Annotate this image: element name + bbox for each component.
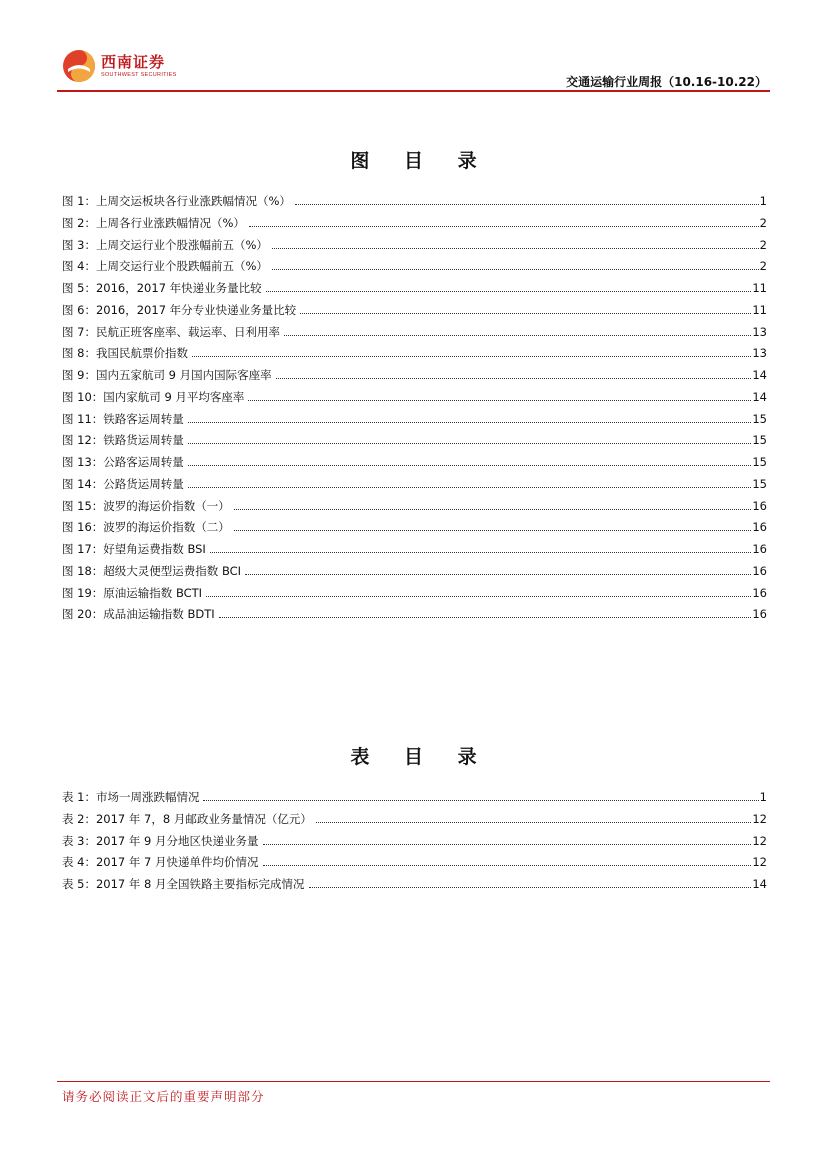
toc-entry-page: 15 (752, 476, 767, 491)
toc-entry-label: 图 9：国内五家航司 9 月国内国际客座率 (62, 368, 272, 382)
toc-entry[interactable] (62, 474, 767, 496)
toc-entry-label: 图 12：铁路货运周转量 (62, 433, 184, 448)
toc-entry[interactable] (62, 322, 767, 344)
toc-entry[interactable] (62, 852, 767, 874)
toc-dot-leader (249, 226, 759, 227)
toc-dot-leader (272, 248, 759, 249)
toc-dot-leader (309, 887, 752, 888)
footer-disclaimer: 请务必阅读正文后的重要声明部分 (62, 1089, 265, 1104)
toc-entry-page: 16 (752, 498, 767, 513)
toc-entry-page: 2 (759, 237, 767, 252)
toc-dot-leader (300, 313, 751, 314)
toc-dot-leader (295, 204, 759, 205)
figures-index-title: 图 目 录 (350, 150, 491, 172)
toc-entry-page: 13 (752, 324, 767, 339)
toc-entry-label: 图 11：铁路客运周转量 (62, 411, 184, 426)
toc-entry-page: 11 (752, 302, 767, 317)
toc-entry[interactable] (62, 452, 767, 474)
toc-entry[interactable] (62, 191, 767, 213)
header-divider (57, 90, 770, 92)
logo-chinese-name: 西南证券 (101, 52, 166, 71)
toc-entry-label: 表 5：2017 年 8 月全国铁路主要指标完成情况 (62, 877, 305, 891)
logo-icon (62, 49, 96, 83)
toc-entry-label: 图 2：上周各行业涨跌幅情况（%） (62, 215, 245, 230)
toc-entry-label: 图 5：2016，2017 年快递业务量比较 (62, 281, 262, 295)
toc-entry[interactable] (62, 517, 767, 539)
figures-index-list (62, 191, 767, 626)
toc-entry[interactable] (62, 604, 767, 626)
company-logo (62, 49, 177, 83)
toc-entry-page: 14 (752, 389, 767, 404)
toc-entry[interactable] (62, 213, 767, 235)
toc-entry-page: 16 (752, 607, 767, 622)
toc-entry-page: 1 (759, 194, 767, 208)
toc-entry-label: 图 7：民航正班客座率、载运率、日利用率 (62, 324, 280, 339)
toc-entry[interactable] (62, 874, 767, 896)
toc-dot-leader (206, 596, 751, 597)
toc-entry[interactable] (62, 561, 767, 583)
toc-dot-leader (248, 400, 751, 401)
toc-entry-page: 15 (752, 433, 767, 448)
toc-entry-label: 图 17：好望角运费指数 BSI (62, 542, 206, 556)
toc-entry-page: 12 (752, 855, 767, 870)
toc-dot-leader (192, 356, 751, 357)
toc-entry-page: 2 (759, 215, 767, 230)
toc-dot-leader (263, 844, 752, 845)
toc-entry-page: 14 (752, 368, 767, 382)
toc-entry[interactable] (62, 300, 767, 322)
toc-entry-label: 表 1：市场一周涨跌幅情况 (62, 790, 200, 804)
toc-entry-label: 表 4：2017 年 7 月快递单件均价情况 (62, 855, 259, 870)
toc-entry-label: 图 6：2016，2017 年分专业快递业务量比较 (62, 302, 297, 317)
toc-entry-page: 11 (752, 281, 767, 295)
toc-entry-page: 16 (752, 520, 767, 535)
toc-entry-page: 1 (759, 790, 767, 804)
toc-dot-leader (210, 552, 752, 553)
toc-dot-leader (245, 574, 751, 575)
toc-entry[interactable] (62, 235, 767, 257)
toc-dot-leader (188, 487, 752, 488)
toc-dot-leader (316, 822, 752, 823)
toc-entry-page: 16 (752, 585, 767, 600)
toc-entry-label: 图 19：原油运输指数 BCTI (62, 585, 203, 600)
toc-entry-page: 15 (752, 455, 767, 469)
toc-entry-page: 12 (752, 811, 767, 826)
toc-dot-leader (188, 465, 752, 466)
toc-entry-label: 图 3：上周交运行业个股涨幅前五（%） (62, 237, 268, 252)
toc-entry[interactable] (62, 583, 767, 605)
toc-entry-label: 表 2：2017 年 7，8 月邮政业务量情况（亿元） (62, 811, 312, 826)
toc-entry-page: 16 (752, 563, 767, 578)
toc-entry-label: 图 14：公路货运周转量 (62, 476, 184, 491)
toc-entry-label: 图 1：上周交运板块各行业涨跌幅情况（%） (62, 194, 291, 208)
toc-entry-label: 表 3：2017 年 9 月分地区快递业务量 (62, 833, 259, 848)
toc-entry-page: 15 (752, 411, 767, 426)
toc-dot-leader (188, 422, 752, 423)
toc-entry[interactable] (62, 496, 767, 518)
toc-dot-leader (263, 865, 752, 866)
toc-entry-page: 14 (752, 877, 767, 891)
toc-entry[interactable] (62, 430, 767, 452)
toc-dot-leader (188, 443, 752, 444)
toc-dot-leader (276, 378, 752, 379)
toc-entry-page: 12 (752, 833, 767, 848)
toc-entry-label: 图 16：波罗的海运价指数（二） (62, 520, 230, 535)
tables-index-title: 表 目 录 (350, 746, 491, 768)
toc-entry-label: 图 18：超级大灵便型运费指数 BCI (62, 563, 242, 578)
toc-dot-leader (234, 509, 752, 510)
toc-entry[interactable] (62, 343, 767, 365)
tables-index-list (62, 787, 767, 896)
toc-dot-leader (219, 617, 752, 618)
toc-entry-page: 2 (759, 259, 767, 274)
toc-entry[interactable] (62, 809, 767, 831)
footer-divider (57, 1081, 770, 1082)
toc-dot-leader (272, 269, 759, 270)
toc-entry[interactable] (62, 365, 767, 387)
toc-entry[interactable] (62, 256, 767, 278)
page-header (0, 0, 827, 95)
toc-entry-page: 16 (752, 542, 767, 556)
toc-dot-leader (284, 335, 751, 336)
toc-entry[interactable] (62, 831, 767, 853)
toc-dot-leader (266, 291, 752, 292)
toc-entry-label: 图 20：成品油运输指数 BDTI (62, 607, 215, 622)
toc-entry-label: 图 4：上周交运行业个股跌幅前五（%） (62, 259, 268, 274)
toc-entry-label: 图 13：公路客运周转量 (62, 455, 184, 469)
report-title: 交通运输行业周报（10.16-10.22） (566, 75, 767, 89)
toc-entry-label: 图 15：波罗的海运价指数（一） (62, 498, 230, 513)
toc-entry[interactable] (62, 539, 767, 561)
toc-entry[interactable] (62, 387, 767, 409)
toc-entry[interactable] (62, 409, 767, 431)
toc-entry-label: 图 8：我国民航票价指数 (62, 346, 188, 361)
logo-english-name: SOUTHWEST SECURITIES (101, 71, 177, 78)
toc-dot-leader (203, 800, 758, 801)
toc-entry-label: 图 10：国内家航司 9 月平均客座率 (62, 389, 245, 404)
toc-entry[interactable] (62, 278, 767, 300)
toc-dot-leader (234, 530, 752, 531)
toc-entry[interactable] (62, 787, 767, 809)
toc-entry-page: 13 (752, 346, 767, 361)
